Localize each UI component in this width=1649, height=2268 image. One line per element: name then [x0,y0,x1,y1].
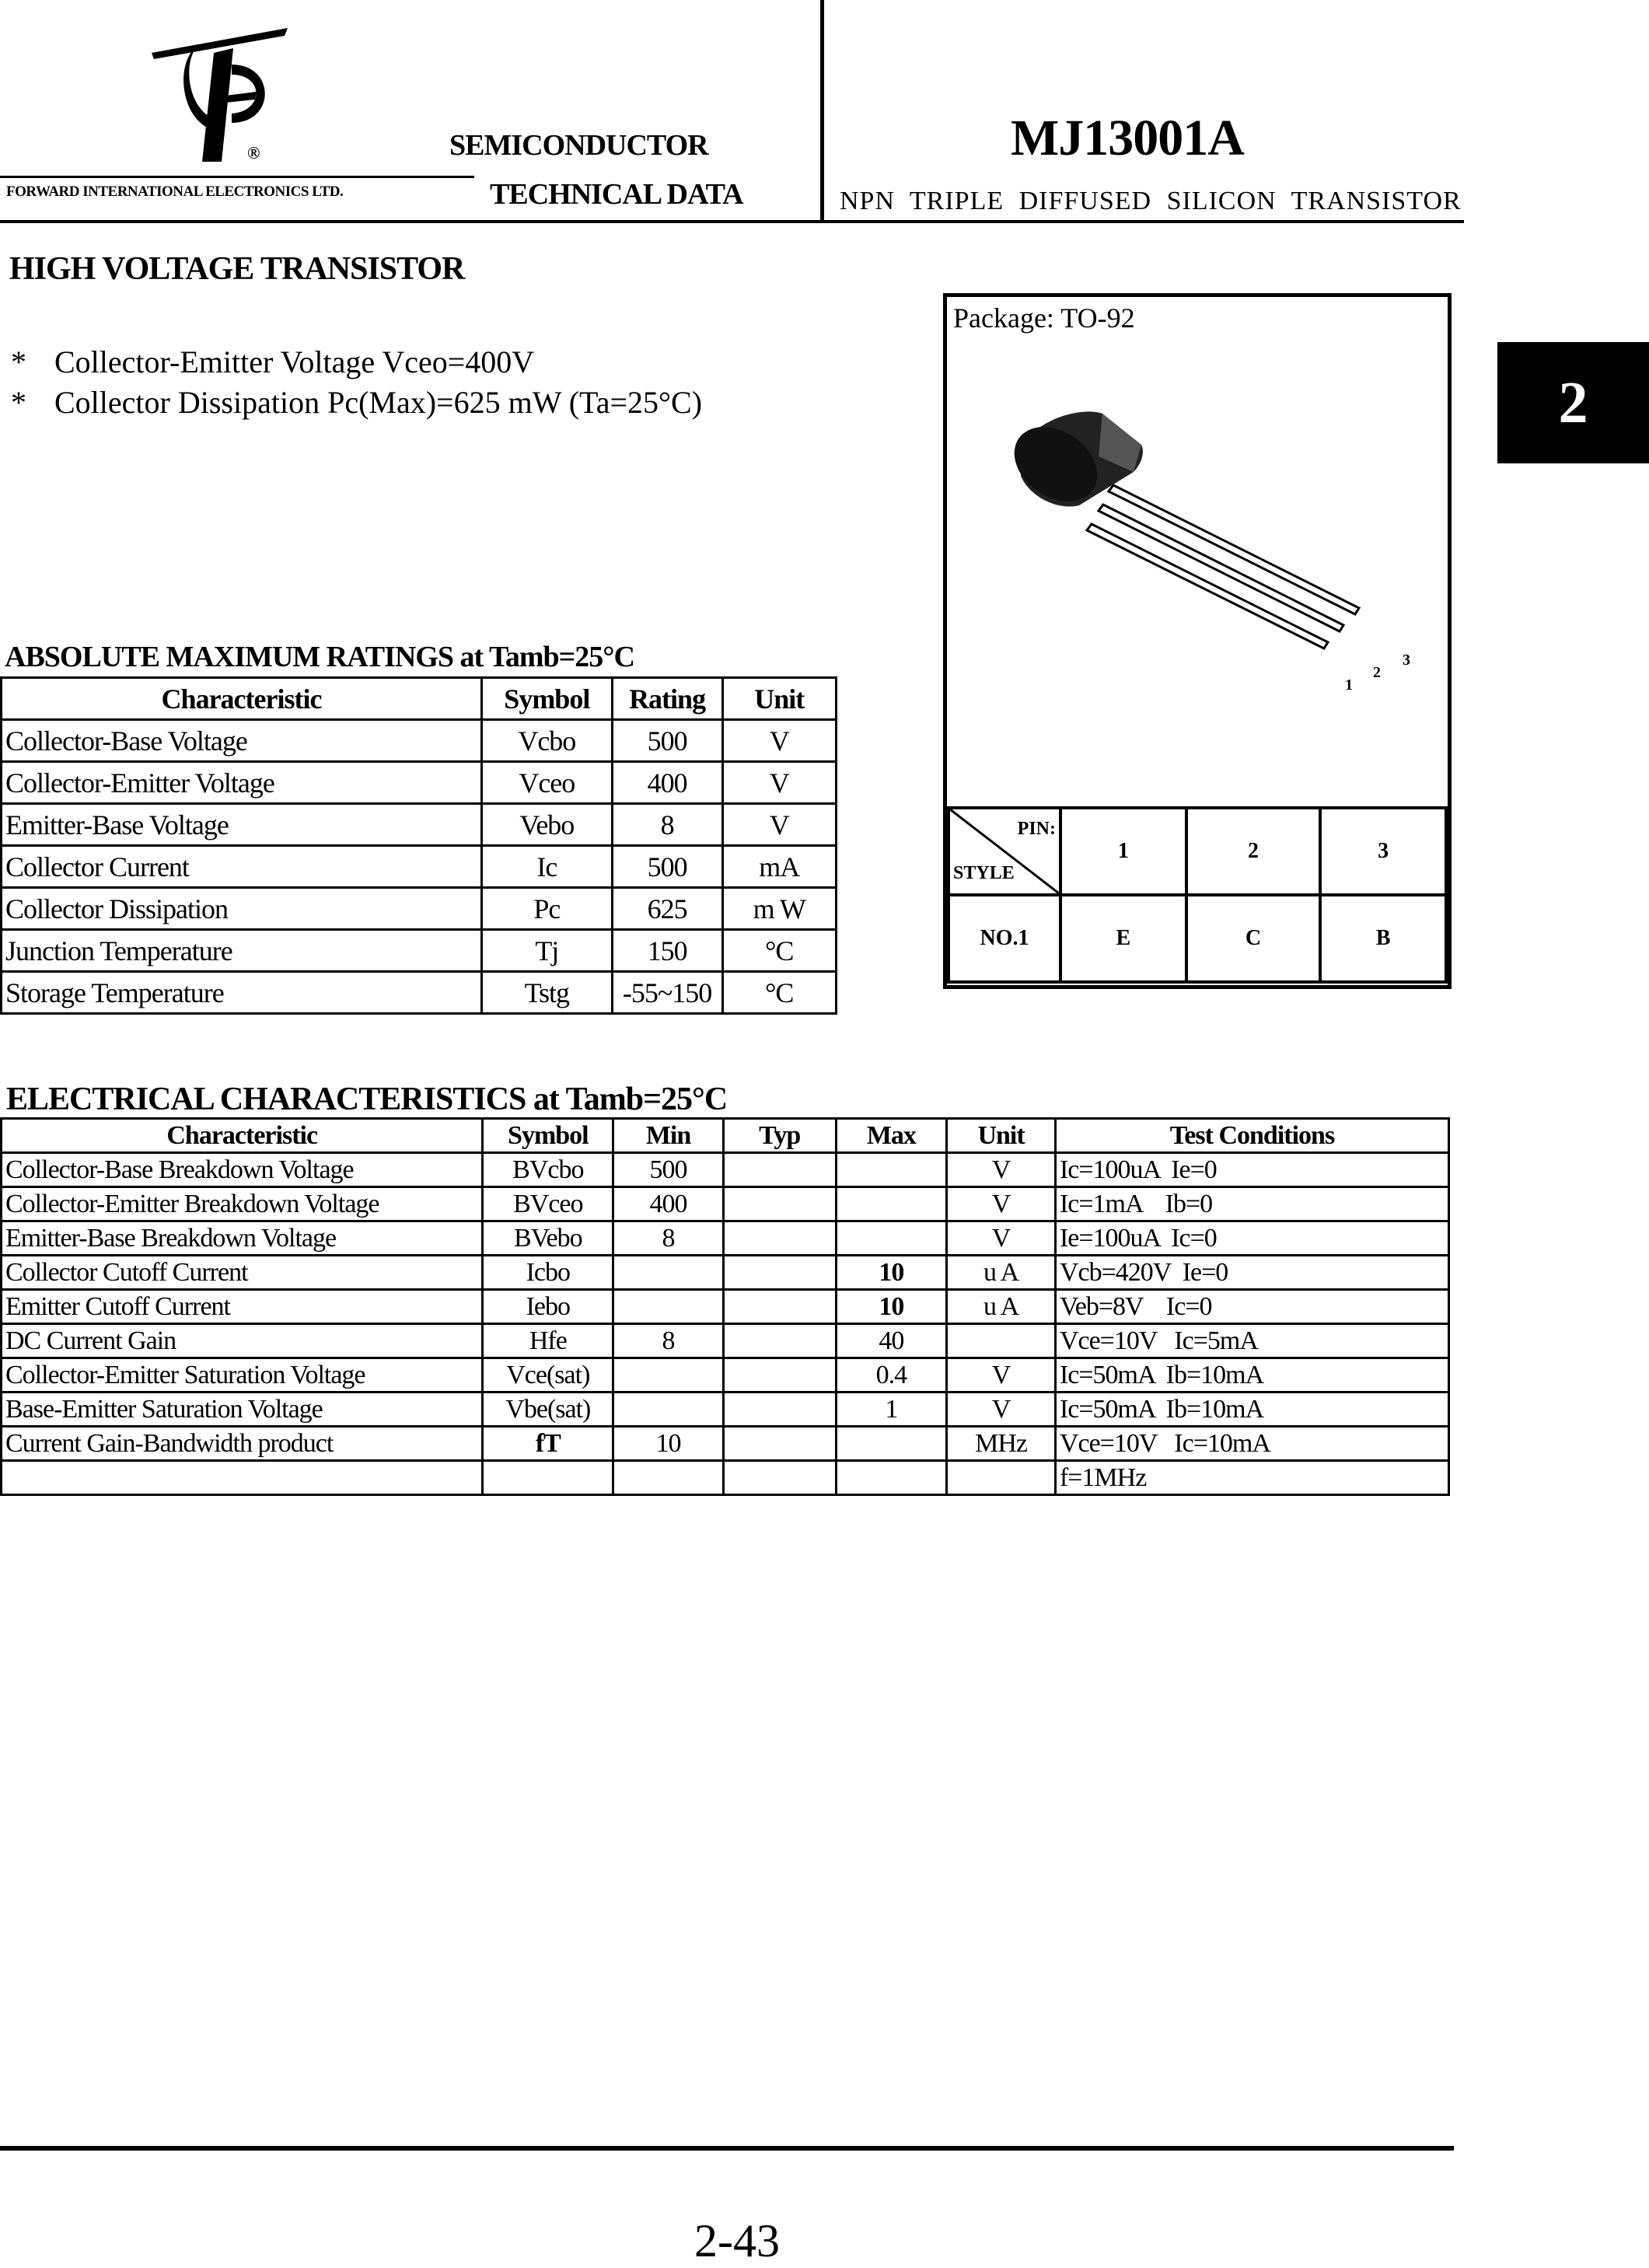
cell [613,1461,724,1495]
cell: Iebo [483,1290,613,1324]
cell: Ic=50mA Ib=10mA [1055,1358,1448,1393]
part-description: NPN TRIPLE DIFFUSED SILICON TRANSISTOR [840,187,1462,215]
cell: Tj [482,930,613,972]
cell [723,1221,836,1256]
cell: fT [483,1427,613,1461]
pin-header-label: PIN: [1017,819,1056,839]
cell: 625 [612,888,722,930]
col-header: Characteristic [2,1119,483,1153]
cell: 8 [613,1221,724,1256]
cell: Hfe [483,1324,613,1358]
cell: Veb=8V Ic=0 [1055,1290,1448,1324]
header-bottom-rule [0,220,1464,223]
registered-mark: ® [247,143,260,162]
abs-max-title: ABSOLUTE MAXIMUM RATINGS at Tamb=25°C [5,641,634,673]
cell: Collector-Emitter Breakdown Voltage [2,1187,483,1221]
cell [483,1461,613,1495]
cell [613,1256,724,1290]
cell: V [947,1187,1056,1221]
col-header: Min [613,1119,724,1153]
table-row [2,1324,1449,1358]
section-tab: 2 [1497,342,1649,463]
col-header: Max [836,1119,947,1153]
cell: 8 [612,804,722,846]
cell: V [722,762,837,804]
cell: V [947,1358,1056,1393]
cell: 10 [836,1256,947,1290]
cell [723,1290,836,1324]
cell: Emitter Cutoff Current [2,1290,483,1324]
cell [947,1324,1056,1358]
feature-list [11,342,702,423]
table-header-row [2,678,837,720]
cell: Ie=100uA Ic=0 [1055,1221,1448,1256]
cell: Collector-Base Breakdown Voltage [2,1153,483,1187]
cell: Collector Cutoff Current [2,1256,483,1290]
cell: Ic=100uA Ie=0 [1055,1153,1448,1187]
bullet: * [11,344,26,379]
cell: 8 [613,1324,724,1358]
table-row [2,1358,1449,1393]
cell: 10 [613,1427,724,1461]
footer-rule [0,2146,1454,2151]
cell: Ic=50mA Ib=10mA [1055,1393,1448,1427]
col-header: Characteristic [2,678,482,720]
cell [2,1461,483,1495]
part-number: MJ13001A [1011,110,1244,166]
cell: BVcbo [483,1153,613,1187]
cell: Tstg [482,972,613,1014]
cell: DC Current Gain [2,1324,483,1358]
cell [836,1187,947,1221]
company-logo [140,22,295,169]
cell: 500 [612,846,722,888]
col-header: Symbol [482,678,613,720]
table-row [2,888,837,930]
cell [836,1221,947,1256]
table-row [2,1187,1449,1221]
cell: 500 [612,720,722,762]
cell: 1 [836,1393,947,1427]
company-name: FORWARD INTERNATIONAL ELECTRONICS LTD. [6,183,344,200]
header-divider [820,0,824,223]
col-header: Symbol [483,1119,613,1153]
cell: f=1MHz [1055,1461,1448,1495]
cell: m W [722,888,837,930]
table-row [2,1153,1449,1187]
feature-text: Collector Dissipation Pc(Max)=625 mW (Ta=25°C) [54,385,703,420]
cell: Storage Temperature [2,972,482,1014]
cell [723,1256,836,1290]
table-row [2,804,837,846]
cell: Vcbo [482,720,613,762]
cell: Emitter-Base Voltage [2,804,482,846]
table-row [2,846,837,888]
to92-package-illustration [947,297,1448,802]
feature-item [11,342,702,383]
table-row [2,1427,1449,1461]
pin-number-2: 2 [1186,808,1321,895]
cell: Current Gain-Bandwidth product [2,1427,483,1461]
col-header: Typ [723,1119,836,1153]
company-underline [0,176,474,178]
cell: 400 [612,762,722,804]
cell: BVceo [483,1187,613,1221]
cell [723,1358,836,1393]
cell: Vceo [482,762,613,804]
cell [723,1427,836,1461]
cell: V [722,720,837,762]
cell: Collector-Emitter Saturation Voltage [2,1358,483,1393]
pin-style-header [949,808,1060,895]
cell: Vce=10V Ic=10mA [1055,1427,1448,1461]
table-row [2,1221,1449,1256]
cell: V [947,1221,1056,1256]
feature-item [11,383,702,423]
cell [723,1324,836,1358]
cell [723,1461,836,1495]
col-header: Unit [722,678,837,720]
cell: V [947,1153,1056,1187]
page-number: 2-43 [694,2215,780,2266]
cell [836,1461,947,1495]
bullet: * [11,385,26,420]
cell: Ic [482,846,613,888]
cell: Ic=1mA Ib=0 [1055,1187,1448,1221]
pin-function-3: B [1320,895,1446,982]
cell [947,1461,1056,1495]
cell: mA [722,846,837,888]
cell: MHz [947,1427,1056,1461]
package-label: Package: TO-92 [953,302,1135,334]
abs-max-table [0,676,837,1015]
cell [723,1187,836,1221]
doc-type-label: TECHNICAL DATA [490,178,743,211]
table-row [2,1256,1449,1290]
cell: Collector Current [2,846,482,888]
table-row [2,720,837,762]
cell [613,1393,724,1427]
col-header: Rating [612,678,722,720]
style-name: NO.1 [949,895,1060,982]
cell: Icbo [483,1256,613,1290]
cell: -55~150 [612,972,722,1014]
cell [613,1290,724,1324]
table-row [2,930,837,972]
pin-label-1: 1 [1345,676,1353,694]
table-row [2,972,837,1014]
pin-label-3: 3 [1403,652,1410,669]
pin-number-1: 1 [1060,808,1186,895]
cell: 40 [836,1324,947,1358]
cell: Vebo [482,804,613,846]
table-row [2,762,837,804]
feature-text: Collector-Emitter Voltage Vceo=400V [54,344,535,379]
cell: Vce=10V Ic=5mA [1055,1324,1448,1358]
table-header-row [2,1119,1449,1153]
cell: 150 [612,930,722,972]
table-row [2,1290,1449,1324]
cell: Collector-Base Voltage [2,720,482,762]
elec-title: ELECTRICAL CHARACTERISTICS at Tamb=25°C [6,1082,728,1117]
cell: Collector-Emitter Voltage [2,762,482,804]
cell: Vcb=420V Ie=0 [1055,1256,1448,1290]
cell: 0.4 [836,1358,947,1393]
cell [836,1427,947,1461]
pin-label-2: 2 [1373,664,1381,681]
style-header-label: STYLE [953,863,1015,883]
col-header: Test Conditions [1055,1119,1448,1153]
table-row [2,1393,1449,1427]
pin-number-3: 3 [1320,808,1446,895]
cell: Vbe(sat) [483,1393,613,1427]
cell [836,1153,947,1187]
cell: Vce(sat) [483,1358,613,1393]
cell: V [722,804,837,846]
cell: u A [947,1290,1056,1324]
col-header: Unit [947,1119,1056,1153]
cell: Base-Emitter Saturation Voltage [2,1393,483,1427]
pin-function-1: E [1060,895,1186,982]
cell [613,1358,724,1393]
cell: °C [722,930,837,972]
division-label: SEMICONDUCTOR [449,129,708,162]
cell: Emitter-Base Breakdown Voltage [2,1221,483,1256]
cell: V [947,1393,1056,1427]
cell: Junction Temperature [2,930,482,972]
page-title: HIGH VOLTAGE TRANSISTOR [9,251,465,287]
cell: Pc [482,888,613,930]
electrical-characteristics-table [0,1117,1450,1496]
cell: 400 [613,1187,724,1221]
pin-assignment-table [947,806,1448,984]
cell: u A [947,1256,1056,1290]
cell [723,1393,836,1427]
package-box [943,293,1452,989]
cell: °C [722,972,837,1014]
cell [723,1153,836,1187]
cell: BVebo [483,1221,613,1256]
table-row [2,1461,1449,1495]
pin-function-2: C [1186,895,1321,982]
cell: 10 [836,1290,947,1324]
cell: 500 [613,1153,724,1187]
cell: Collector Dissipation [2,888,482,930]
